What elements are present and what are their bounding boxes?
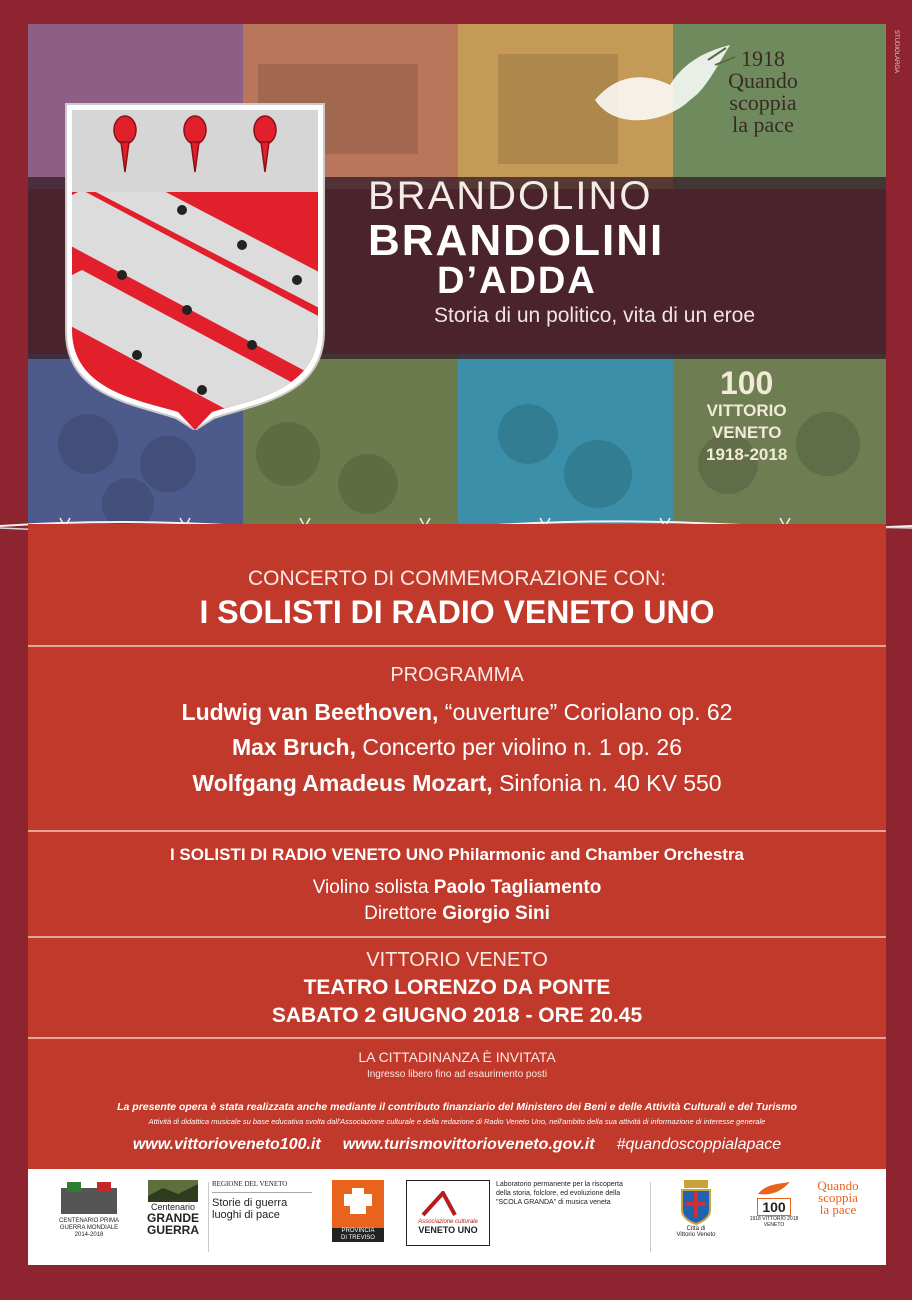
dove-icon (756, 1180, 792, 1198)
logo-text: la pace (819, 1202, 857, 1217)
pace-logo (698, 48, 828, 136)
director (28, 903, 886, 925)
links-row (28, 1136, 886, 1154)
centenary-line1: VITTORIO (706, 401, 787, 420)
director-name: Giorgio Sini (436, 903, 550, 924)
logo-quando-scoppia (808, 1180, 868, 1216)
logo-text (332, 1228, 384, 1242)
logo-text: PROVINCIA (341, 1228, 375, 1234)
studio-mark: STUDIOLARGA (893, 30, 899, 74)
logo-text: luoghi di pace (212, 1209, 280, 1221)
pace-line2: scoppia (729, 90, 797, 115)
concert-performers: I SOLISTI DI RADIO VENETO UNO (199, 594, 715, 630)
coat-of-arms-icon (62, 100, 328, 430)
logo-text: Laboratorio permanente per la riscoperta della storia, folclore, ed evoluzione della "SCOLA GRANDA" di musica veneta (496, 1181, 623, 1206)
logo-text: Storie di guerra (212, 1197, 288, 1209)
logo-text: DI TREVISO (341, 1235, 375, 1241)
pace-year: 1918 (741, 46, 785, 71)
logo-text: GUERRA (146, 1223, 199, 1237)
violin-label: Violino solista (312, 877, 429, 898)
centenary-logo (706, 366, 787, 466)
invite-line1: LA CITTADINANZA È INVITATA (358, 1049, 556, 1065)
logo-text: VENETO UNO (418, 1225, 478, 1235)
logo-laboratorio (496, 1180, 626, 1207)
credits-line1: La presente opera è stata realizzata anche mediante il contributo finanziario del Ministero dei Beni e delle Attività Culturali e del Turismo (117, 1101, 797, 1113)
venue-city: VITTORIO VENETO (366, 949, 548, 971)
invite-line2: Ingresso libero fino ad esaurimento posti (366, 1069, 548, 1080)
logo-text: Associazione culturale (418, 1219, 478, 1225)
logo-text: Quando (817, 1178, 859, 1193)
title-line2: BRANDOLINI (368, 216, 665, 265)
orchestra-name: I SOLISTI DI RADIO VENETO UNO Philarmonic and Chamber Orchestra (169, 845, 745, 864)
concert-intro: CONCERTO DI COMMEMORAZIONE CON: (247, 567, 667, 590)
divider (28, 830, 886, 832)
program-item (28, 699, 886, 726)
logo-text: scoppia (818, 1190, 858, 1205)
subtitle: Storia di un politico, vita di un eroe (434, 304, 756, 327)
logo-text: Centenario (150, 1202, 196, 1212)
war-memorial-icon (59, 1180, 119, 1218)
provincia-icon (332, 1180, 384, 1228)
composer: Max Bruch, (231, 734, 356, 760)
composer: Wolfgang Amadeus Mozart, (192, 770, 493, 796)
pace-line1: Quando (728, 68, 798, 93)
grande-guerra-icon (148, 1180, 198, 1202)
logo-text: Vittorio Veneto (676, 1232, 716, 1238)
website-link-1[interactable]: www.vittorioveneto100.it (132, 1136, 321, 1153)
divider (28, 1037, 886, 1039)
work: Sinfonia n. 40 KV 550 (492, 770, 722, 796)
logo-provincia-treviso (330, 1180, 386, 1242)
centenary-line2: VENETO (711, 423, 782, 442)
logo-text: REGIONE DEL VENETO (212, 1180, 288, 1188)
title-line3: D’ADDA (437, 260, 597, 302)
logo-text: GRANDE (146, 1211, 199, 1225)
logo-centenario-grande-guerra (140, 1180, 206, 1236)
director-label: Direttore (364, 903, 437, 924)
composer: Ludwig van Beethoven, (181, 699, 439, 725)
centenary-years: 1918-2018 (706, 445, 788, 464)
program-item (28, 734, 886, 761)
pace-line3: la pace (732, 112, 794, 137)
logo-text: Città di (686, 1226, 706, 1232)
city-crest-icon (676, 1180, 716, 1226)
logo-text: 100 (757, 1198, 790, 1216)
logo-100-vittorio-veneto (742, 1180, 806, 1228)
work: “ouverture” Coriolano op. 62 (438, 699, 733, 725)
logo-centenario-primo (56, 1180, 122, 1239)
logo-text: CENTENARIO PRIMA GUERRA MONDIALE 2014-2018 (58, 1218, 119, 1238)
centenary-number: 100 (719, 365, 774, 401)
logo-text: 1918 VITTORIO 2018 VENETO (749, 1216, 799, 1228)
logo-regione-veneto (212, 1180, 318, 1221)
divider (28, 645, 886, 647)
divider (650, 1182, 651, 1252)
hashtag[interactable]: #quandoscoppialapace (616, 1136, 782, 1153)
logo-associazione-veneto-uno (406, 1180, 490, 1246)
work: Concerto per violino n. 1 op. 26 (355, 734, 683, 760)
violin-name: Paolo Tagliamento (428, 877, 602, 898)
website-link-2[interactable]: www.turismovittorioveneto.gov.it (342, 1136, 595, 1153)
divider (208, 1182, 209, 1252)
program-item (28, 770, 886, 797)
venue-theatre: TEATRO LORENZO DA PONTE (303, 976, 611, 999)
program-heading: PROGRAMMA (390, 664, 524, 686)
title-line1: BRANDOLINO (368, 174, 653, 218)
venue-datetime: SABATO 2 GIUGNO 2018 - ORE 20.45 (271, 1004, 643, 1027)
violin-soloist (28, 877, 886, 899)
logo-citta-vittorio-veneto (664, 1180, 728, 1238)
credits-line2: Attività di didattica musicale su base educativa svolta dall'Associazione culturale e della redazione di Radio Veneto Uno, nell'ambito della sua attività di informazione di interesse generale (148, 1117, 766, 1126)
divider (28, 936, 886, 938)
associazione-icon (413, 1191, 483, 1219)
